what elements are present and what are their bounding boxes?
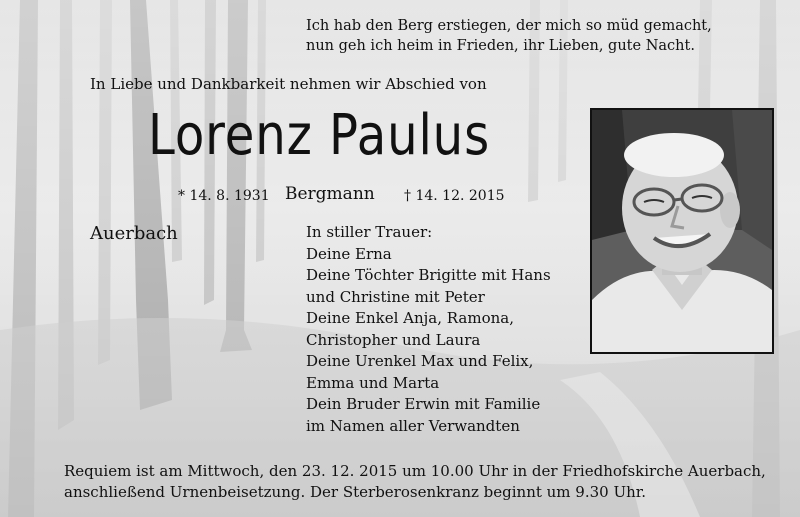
deceased-name: Lorenz Paulus <box>148 103 491 168</box>
portrait-image <box>592 110 772 352</box>
hometown: Auerbach <box>90 223 178 244</box>
intro-text: In Liebe und Dankbarkeit nehmen wir Abschied von <box>90 75 487 93</box>
mourners-list: In stiller Trauer: Deine Erna Deine Töchter Brigitte mit Hans und Christine mit Peter Deine Enkel Anja, Ramona, Christopher und Laura Deine Urenkel Max und Felix, Emma und Marta Dein Bruder Erwin mit Familie im Namen aller Verwandten <box>306 223 551 435</box>
death-date: † 14. 12. 2015 <box>404 188 505 204</box>
service-details: Requiem ist am Mittwoch, den 23. 12. 2015 um 10.00 Uhr in der Friedhofskirche Auerbach, anschließend Urnenbeisetzung. Der Sterberosenkranz beginnt um 9.30 Uhr. <box>64 462 766 501</box>
verse-text: Ich hab den Berg erstiegen, der mich so müd gemacht, nun geh ich heim in Frieden, ihr Lieben, gute Nacht. <box>306 18 712 54</box>
occupation: Bergmann <box>285 184 375 204</box>
birth-date: * 14. 8. 1931 <box>178 188 270 204</box>
portrait-photo <box>590 108 774 354</box>
